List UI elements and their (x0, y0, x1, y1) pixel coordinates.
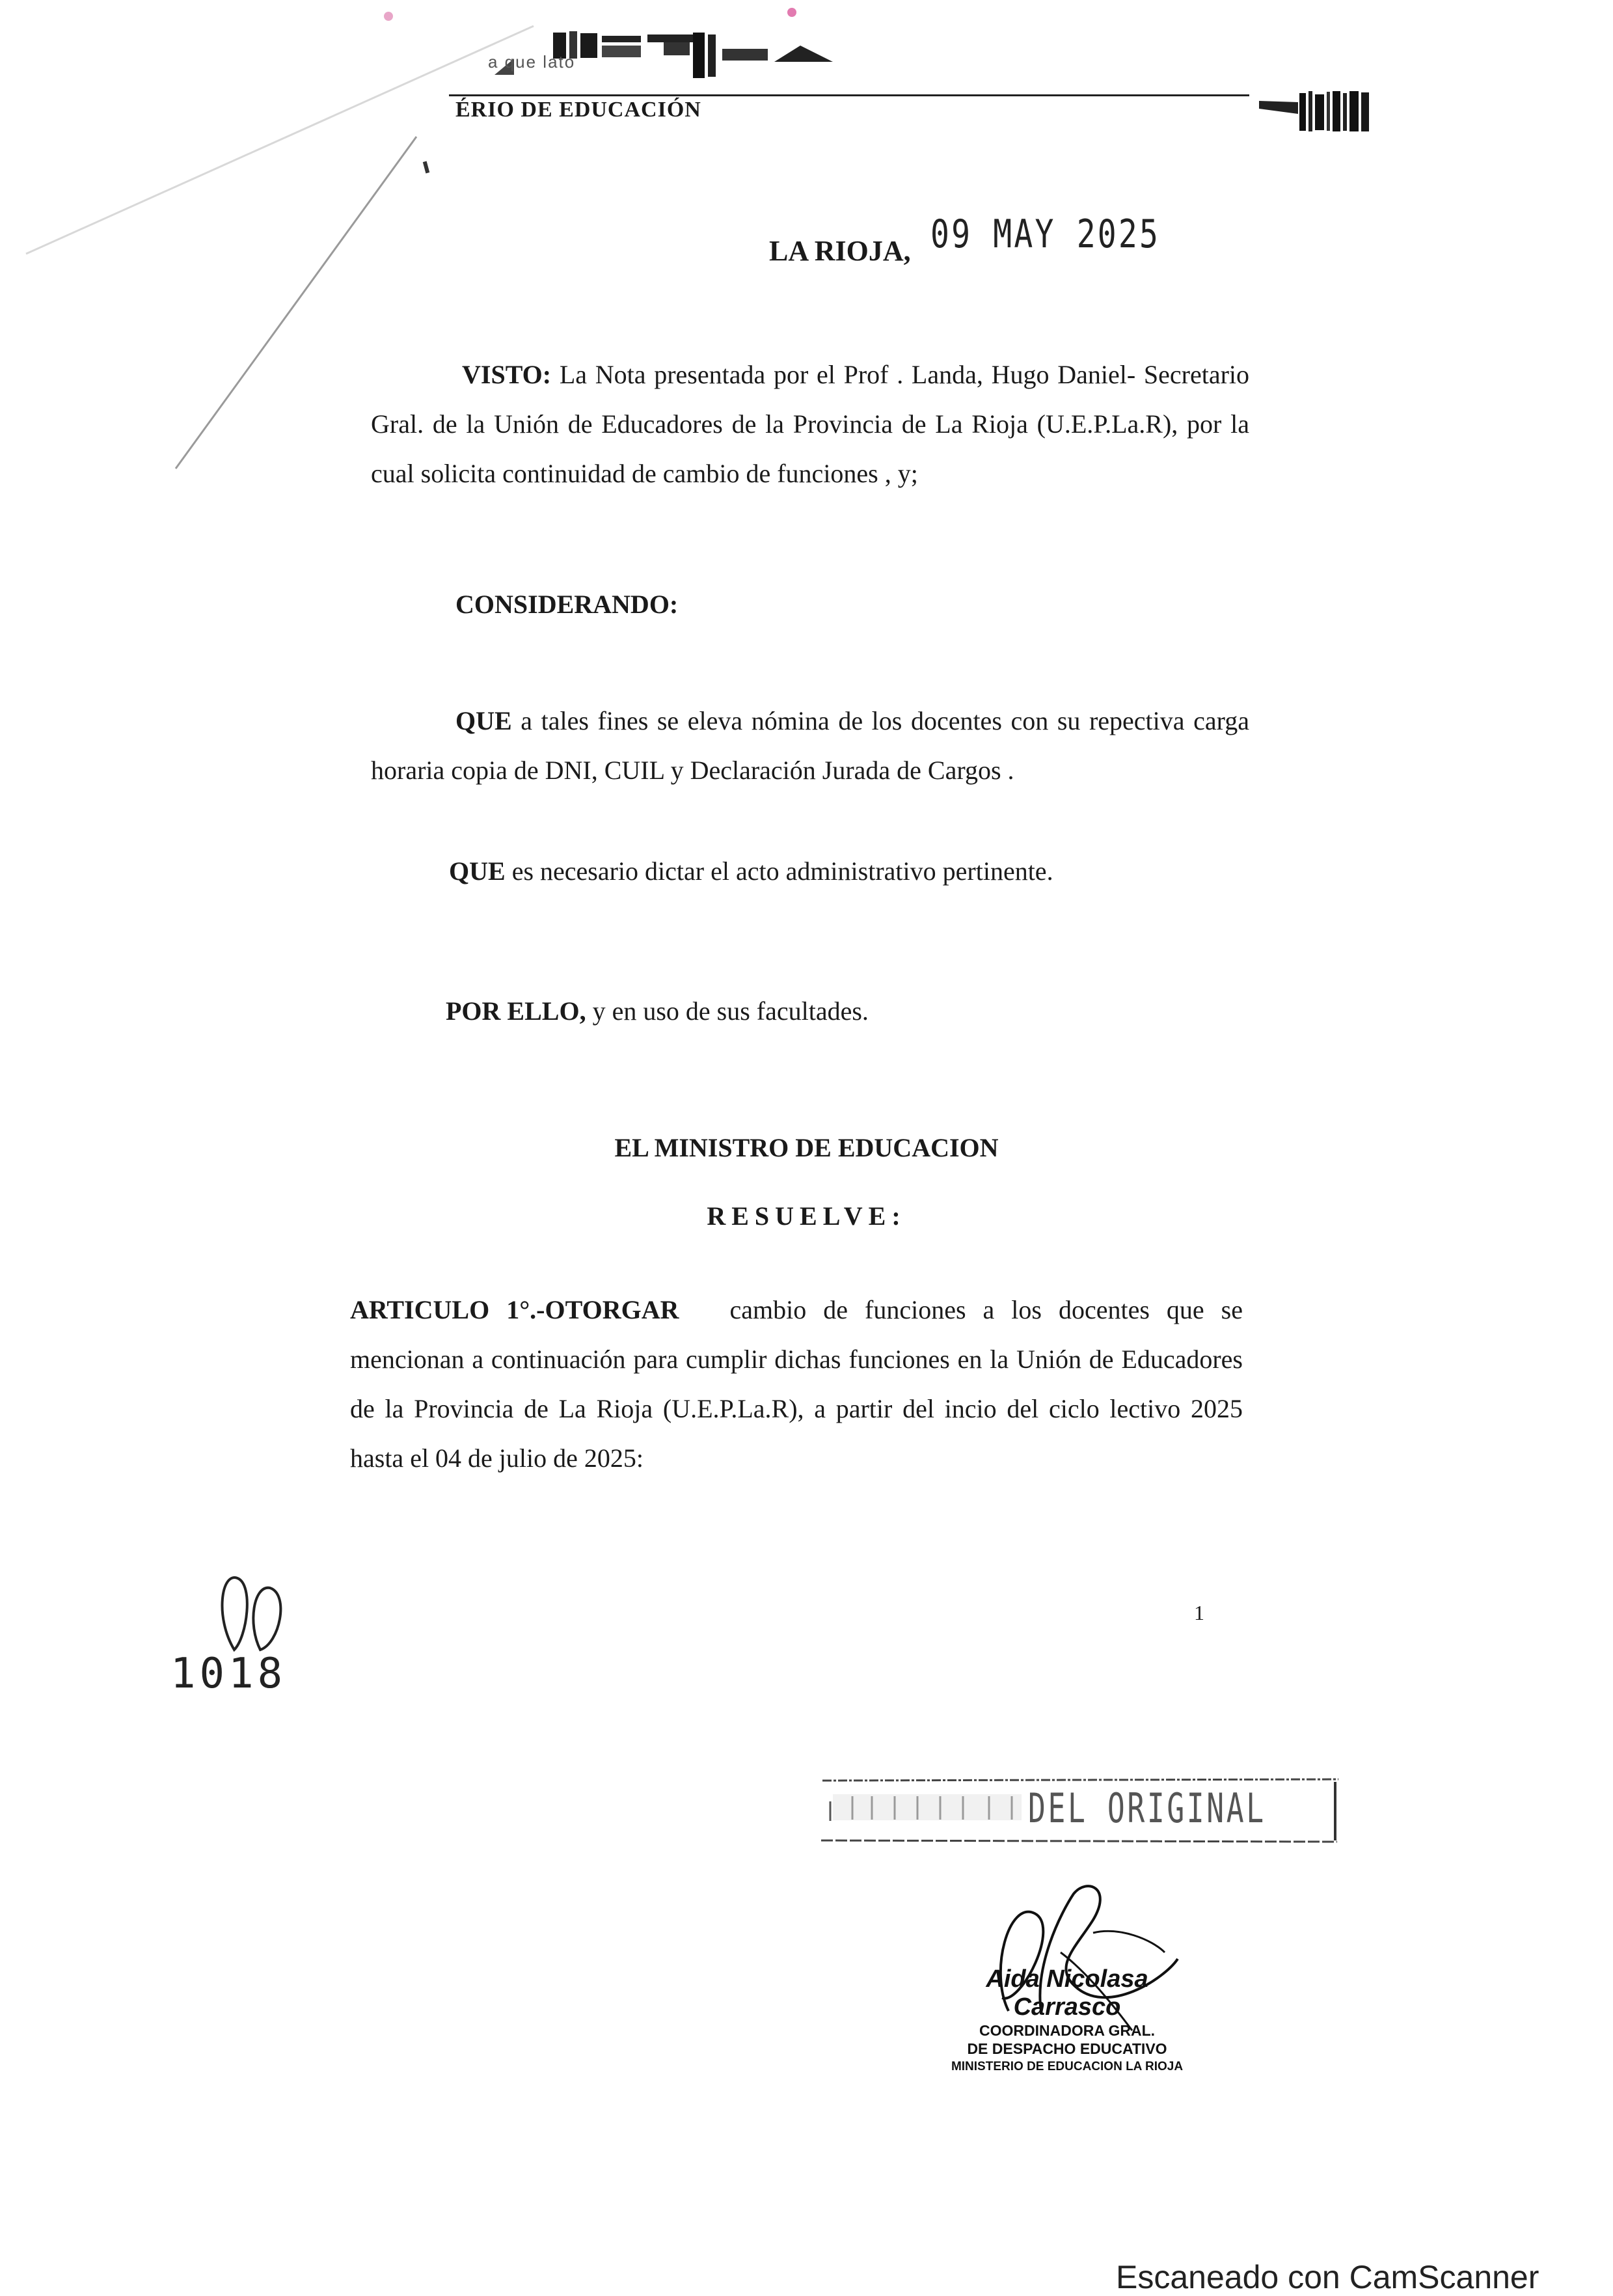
visto-text: La Nota presentada por el Prof . Landa, Hugo Daniel- Secretario Gral. de la Unión de Educadores de la Provincia de La Rioja (U.E.P.La.R), por la cual solicita continuidad de cambio de funciones , y; (371, 360, 1250, 488)
signature-block (930, 1965, 1204, 2076)
que-paragraph-2 (449, 856, 1053, 886)
header-barcode (1259, 88, 1373, 133)
date-stamp: 09 MAY 2025 (930, 212, 1161, 257)
que-text: es necesario dictar el acto administrativo pertinente. (511, 856, 1053, 886)
por-ello-label: POR ELLO, (446, 996, 586, 1026)
signatory-title-2: DE DESPACHO EDUCATIVO (967, 2040, 1167, 2057)
page-number: 1 (1194, 1601, 1204, 1624)
que-paragraph-1 (371, 696, 1249, 795)
handwritten-initials (208, 1559, 306, 1656)
visto-paragraph (371, 350, 1249, 499)
ministro-heading: EL MINISTRO DE EDUCACION (614, 1133, 999, 1162)
signatory-title-1: COORDINADORA GRAL. (979, 2022, 1156, 2039)
scanner-watermark: Escaneado con CamScanner (1116, 2259, 1539, 2295)
articulo-text: cambio de funciones a los docentes que se mencionan a continuación para cumplir dichas funciones en la Unión de Educadores de la Provincia de La Rioja (U.E.P.La.R), a partir del incio del ciclo lectivo 2025 hasta el 04 de julio de 2025: (350, 1295, 1243, 1473)
stamp-text: DEL ORIGINAL (1028, 1784, 1266, 1832)
que-text: a tales fines se eleva nómina de los docentes con su repectiva carga horaria copia de DNI, CUIL y Declaración Jurada de Cargos . (371, 706, 1249, 785)
header-rule (449, 94, 1249, 96)
que-label: QUE (449, 856, 506, 886)
articulo-label: ARTICULO 1°.-OTORGAR (350, 1295, 679, 1324)
visto-label: VISTO: (462, 360, 552, 389)
handwritten-number: 1018 (170, 1650, 287, 1698)
signatory-name: Aida Nicolasa Carrasco (986, 1965, 1148, 2021)
por-ello-paragraph (446, 996, 869, 1026)
signatory-title-3: MINISTERIO DE EDUCACION LA RIOJA (951, 2060, 1184, 2073)
por-ello-text: y en uso de sus facultades. (592, 996, 869, 1026)
place-label: LA RIOJA, (769, 235, 911, 267)
pink-speck (384, 12, 393, 21)
pink-speck (787, 8, 796, 17)
que-label: QUE (455, 706, 512, 735)
articulo-paragraph (350, 1285, 1243, 1483)
header-ministry: ÉRIO DE EDUCACIÓN (455, 98, 701, 122)
header-partial-text: a que lato (488, 52, 576, 72)
considerando-heading: CONSIDERANDO: (455, 590, 679, 619)
resuelve-heading: RESUELVE: (707, 1201, 906, 1231)
stamp-faded-text (833, 1791, 1028, 1824)
